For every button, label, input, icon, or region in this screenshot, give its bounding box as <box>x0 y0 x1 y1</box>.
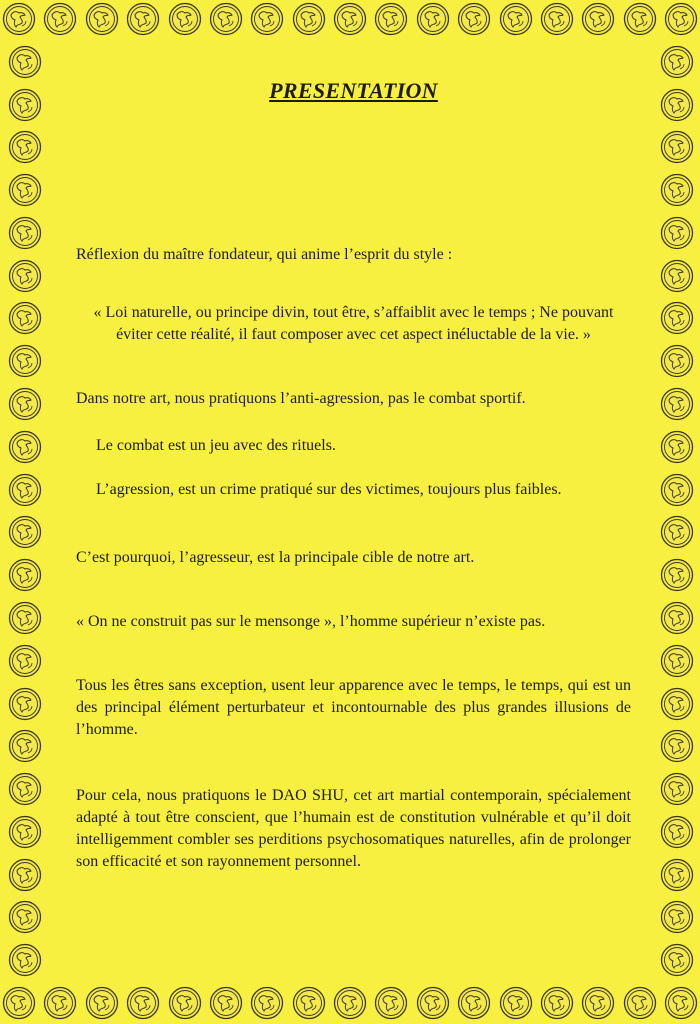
globe-medallion-icon <box>250 2 284 36</box>
paragraph-temps: Tous les êtres sans exception, usent leur apparence avec le temps, le temps, qui est un des principal élément perturbateur et incontournable des plus grandes illusions de l’homme. <box>76 677 631 738</box>
globe-medallion-icon <box>209 986 243 1020</box>
globe-medallion-icon <box>581 986 615 1020</box>
globe-medallion-icon <box>660 943 694 977</box>
globe-medallion-icon <box>660 301 694 335</box>
globe-medallion-icon <box>660 430 694 464</box>
globe-medallion-icon <box>581 2 615 36</box>
globe-medallion-icon <box>540 986 574 1020</box>
globe-medallion-icon <box>499 2 533 36</box>
globe-medallion-icon <box>660 173 694 207</box>
globe-medallion-icon <box>660 687 694 721</box>
globe-medallion-icon <box>664 986 698 1020</box>
globe-medallion-icon <box>168 986 202 1020</box>
globe-medallion-icon <box>8 130 42 164</box>
globe-medallion-icon <box>374 2 408 36</box>
paragraph-mensonge: « On ne construit pas sur le mensonge », l’homme supérieur n’existe pas. <box>76 613 546 630</box>
globe-medallion-icon <box>8 772 42 806</box>
globe-medallion-icon <box>8 729 42 763</box>
globe-medallion-icon <box>292 2 326 36</box>
globe-medallion-icon <box>8 644 42 678</box>
globe-medallion-icon <box>660 88 694 122</box>
globe-medallion-icon <box>416 986 450 1020</box>
document-title: PRESENTATION <box>269 78 438 103</box>
globe-medallion-icon <box>660 473 694 507</box>
globe-medallion-icon <box>8 387 42 421</box>
globe-medallion-icon <box>8 88 42 122</box>
globe-medallion-icon <box>540 2 574 36</box>
globe-medallion-icon <box>8 216 42 250</box>
globe-medallion-icon <box>2 986 36 1020</box>
globe-medallion-icon <box>660 344 694 378</box>
globe-medallion-icon <box>126 986 160 1020</box>
document-content <box>76 70 631 873</box>
paragraph-anti-agression: Dans notre art, nous pratiquons l’anti-agression, pas le combat sportif. <box>76 390 526 407</box>
globe-medallion-icon <box>8 601 42 635</box>
globe-medallion-icon <box>8 430 42 464</box>
globe-medallion-icon <box>660 644 694 678</box>
globe-medallion-icon <box>660 515 694 549</box>
globe-medallion-icon <box>8 515 42 549</box>
globe-medallion-icon <box>660 216 694 250</box>
paragraph-agression: L’agression, est un crime pratiqué sur des victimes, toujours plus faibles. <box>96 481 562 498</box>
globe-medallion-icon <box>8 900 42 934</box>
globe-medallion-icon <box>660 858 694 892</box>
globe-medallion-icon <box>416 2 450 36</box>
globe-medallion-icon <box>660 772 694 806</box>
globe-medallion-icon <box>457 2 491 36</box>
globe-medallion-icon <box>660 601 694 635</box>
globe-medallion-icon <box>660 729 694 763</box>
globe-medallion-icon <box>8 473 42 507</box>
globe-medallion-icon <box>333 986 367 1020</box>
globe-medallion-icon <box>43 986 77 1020</box>
globe-medallion-icon <box>8 943 42 977</box>
globe-medallion-icon <box>8 301 42 335</box>
globe-medallion-icon <box>292 986 326 1020</box>
globe-medallion-icon <box>660 900 694 934</box>
globe-medallion-icon <box>8 558 42 592</box>
globe-medallion-icon <box>660 259 694 293</box>
globe-medallion-icon <box>660 130 694 164</box>
globe-medallion-icon <box>499 986 533 1020</box>
paragraph-dao-shu: Pour cela, nous pratiquons le DAO SHU, cet art martial contemporain, spécialement adapté à tout être conscient, que l’humain est de constitution vulnérable et qu’il doit intelligemment combler ses perditions psychosomatiques naturelles, afin de prolonger son efficacité et son rayonnement personnel. <box>76 787 631 870</box>
globe-medallion-icon <box>43 2 77 36</box>
globe-medallion-icon <box>8 858 42 892</box>
globe-medallion-icon <box>660 815 694 849</box>
globe-medallion-icon <box>660 387 694 421</box>
globe-medallion-icon <box>623 2 657 36</box>
globe-medallion-icon <box>623 986 657 1020</box>
paragraph-agresseur: C’est pourquoi, l’agresseur, est la principale cible de notre art. <box>76 549 475 566</box>
globe-medallion-icon <box>85 2 119 36</box>
globe-medallion-icon <box>126 2 160 36</box>
globe-medallion-icon <box>209 2 243 36</box>
paragraph-combat: Le combat est un jeu avec des rituels. <box>96 437 336 454</box>
globe-medallion-icon <box>374 986 408 1020</box>
globe-medallion-icon <box>660 558 694 592</box>
globe-medallion-icon <box>333 2 367 36</box>
globe-medallion-icon <box>8 173 42 207</box>
globe-medallion-icon <box>168 2 202 36</box>
globe-medallion-icon <box>250 986 284 1020</box>
globe-medallion-icon <box>8 815 42 849</box>
quote-paragraph: « Loi naturelle, ou principe divin, tout être, s’affaiblit avec le temps ; Ne pouvant éviter cette réalité, il faut composer avec cet aspect inéluctable de la vie. » <box>93 304 614 343</box>
globe-medallion-icon <box>664 2 698 36</box>
globe-medallion-icon <box>8 45 42 79</box>
globe-medallion-icon <box>660 45 694 79</box>
globe-medallion-icon <box>8 259 42 293</box>
paragraph-intro: Réflexion du maître fondateur, qui anime l’esprit du style : <box>76 246 453 263</box>
globe-medallion-icon <box>8 687 42 721</box>
globe-medallion-icon <box>85 986 119 1020</box>
globe-medallion-icon <box>2 2 36 36</box>
globe-medallion-icon <box>457 986 491 1020</box>
globe-medallion-icon <box>8 344 42 378</box>
